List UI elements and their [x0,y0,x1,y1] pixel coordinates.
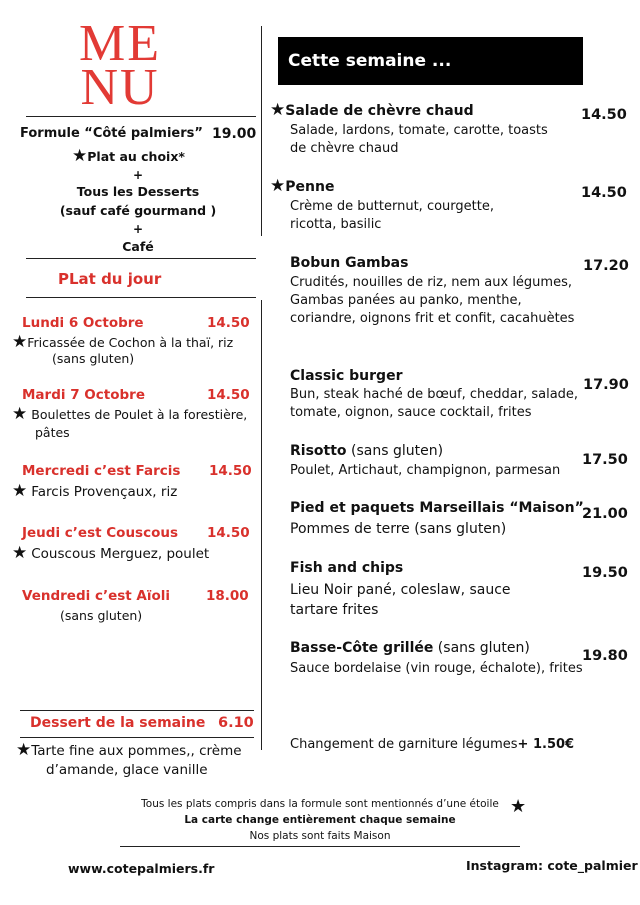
day-desc [12,545,209,562]
footer-note-2: La carte change entièrement chaque semaine [184,814,456,826]
dish-desc: ricotta, basilic [290,217,382,232]
footer-note-3: Nos plats sont faits Maison [249,830,391,842]
dish-name: Pied et paquets Marseillais “Maison” [290,500,584,516]
formula-line3: (sauf café gourmand ) [59,203,217,218]
week-banner: Cette semaine ... [278,37,583,85]
dish-price: 19.50 [582,565,628,581]
star-icon: ★ [510,796,527,817]
dish-desc: tartare frites [290,602,379,618]
dish-name: Basse-Côte grillée [290,640,434,656]
star-icon: ★ [12,332,28,352]
day-price: 14.50 [207,315,250,331]
formula-plus1: + [132,168,144,182]
dish-price: 14.50 [581,107,627,123]
dish-title [270,102,474,119]
day-price: 18.00 [206,588,249,604]
day-desc-text: Farcis Provençaux, riz [31,484,178,500]
dish-desc: Salade, lardons, tomate, carotte, toasts [290,123,548,138]
footer-note-1: Tous les plats compris dans la formule sont mentionnés d’une étoile [141,798,499,810]
garniture-note [290,736,574,754]
plat-du-jour-heading: PLat du jour [58,270,162,288]
divider [26,297,256,298]
dessert-heading: Dessert de la semaine [30,715,206,731]
menu-title [60,15,180,116]
dish-name: Penne [285,179,335,195]
menu-title-line1: ME [79,15,161,72]
dish-price: 17.50 [582,452,628,468]
day-title: Jeudi c’est Couscous [22,525,179,541]
garniture-text: Changement de garniture légumes [290,737,518,752]
divider [26,258,256,259]
formula-plus2: + [132,222,144,236]
star-icon: ★ [12,481,28,501]
formula-title-text: Formule “Côté palmiers” [20,126,203,141]
dish-desc: Poulet, Artichaut, champignon, parmesan [290,463,561,478]
day-title: Lundi 6 Octobre [22,315,144,331]
dish-name: Risotto [290,443,347,459]
day-desc: (sans gluten) [60,608,143,623]
day-desc-text: Couscous Merguez, poulet [31,546,210,562]
dish-suffix: (sans gluten) [346,443,444,459]
formula-price: 19.00 [212,126,257,142]
star-icon: ★ [270,176,286,196]
dish-desc: Crème de butternut, courgette, [290,199,494,214]
dish-name: Classic burger [290,368,403,384]
star-icon: ★ [270,100,286,120]
day-desc-text: Fricassée de Cochon à la thaï, riz [27,335,234,350]
dish-price: 17.20 [583,258,629,274]
column-divider [261,300,262,750]
dish-title [290,640,530,656]
divider [20,737,254,738]
day-title: Vendredi c’est Aïoli [22,588,171,604]
day-desc-text: Boulettes de Poulet à la forestière, [31,407,248,422]
day-desc-extra: pâtes [35,425,70,440]
day-desc [12,405,247,424]
dish-price: 14.50 [581,185,627,201]
star-icon: ★ [72,146,88,166]
dish-title [270,178,334,195]
dish-price: 21.00 [582,506,628,522]
dish-desc: Lieu Noir pané, coleslaw, sauce [290,582,511,598]
column-divider [261,26,262,236]
dish-desc: coriandre, oignons frit et confit, cacahuètes [290,311,575,326]
dessert-desc-extra: d’amande, glace vanille [46,762,208,778]
dessert-desc [16,742,242,761]
formula-line1 [72,148,185,165]
dish-title [290,443,443,459]
dessert-price: 6.10 [218,715,254,731]
dish-name: Salade de chèvre chaud [285,103,474,119]
dessert-line1: Tarte fine aux pommes,, crème [31,743,242,759]
day-title: Mercredi c’est Farcis [22,463,181,479]
dish-price: 19.80 [582,648,628,664]
formula-line1-text: Plat au choix* [87,149,185,164]
dish-desc: Sauce bordelaise (vin rouge, échalote), frites [290,661,583,676]
dish-desc: Bun, steak haché de bœuf, cheddar, salade, [290,387,579,402]
dish-price: 17.90 [583,377,629,393]
day-title: Mardi 7 Octobre [22,387,145,403]
website-link[interactable]: www.cotepalmiers.fr [68,861,215,876]
garniture-price: + 1.50€ [517,737,575,752]
star-icon: ★ [12,404,28,424]
dish-desc: Pommes de terre (sans gluten) [290,521,507,537]
formula-line4: Café [122,239,154,254]
day-price: 14.50 [207,387,250,403]
dish-name: Bobun Gambas [290,255,409,271]
dish-desc: de chèvre chaud [290,141,399,156]
day-desc [12,483,177,500]
menu-title-line2: NU [80,59,160,116]
star-icon: ★ [16,740,32,760]
dish-desc: Gambas panées au panko, menthe, [290,293,522,308]
day-price: 14.50 [209,463,252,479]
formula-line2: Tous les Desserts [76,184,200,199]
dish-name: Fish and chips [290,560,404,576]
divider [20,710,254,711]
dish-suffix: (sans gluten) [433,640,530,656]
footer-divider [120,846,520,847]
dish-desc: tomate, oignon, sauce cocktail, frites [290,405,532,420]
day-desc-extra: (sans gluten) [52,351,135,366]
instagram-handle[interactable]: Instagram: cote_palmier [466,858,638,873]
formula-title [20,126,203,141]
star-icon: ★ [12,543,28,563]
day-price: 14.50 [207,525,250,541]
dish-desc: Crudités, nouilles de riz, nem aux légumes, [290,275,572,290]
divider [26,116,256,117]
